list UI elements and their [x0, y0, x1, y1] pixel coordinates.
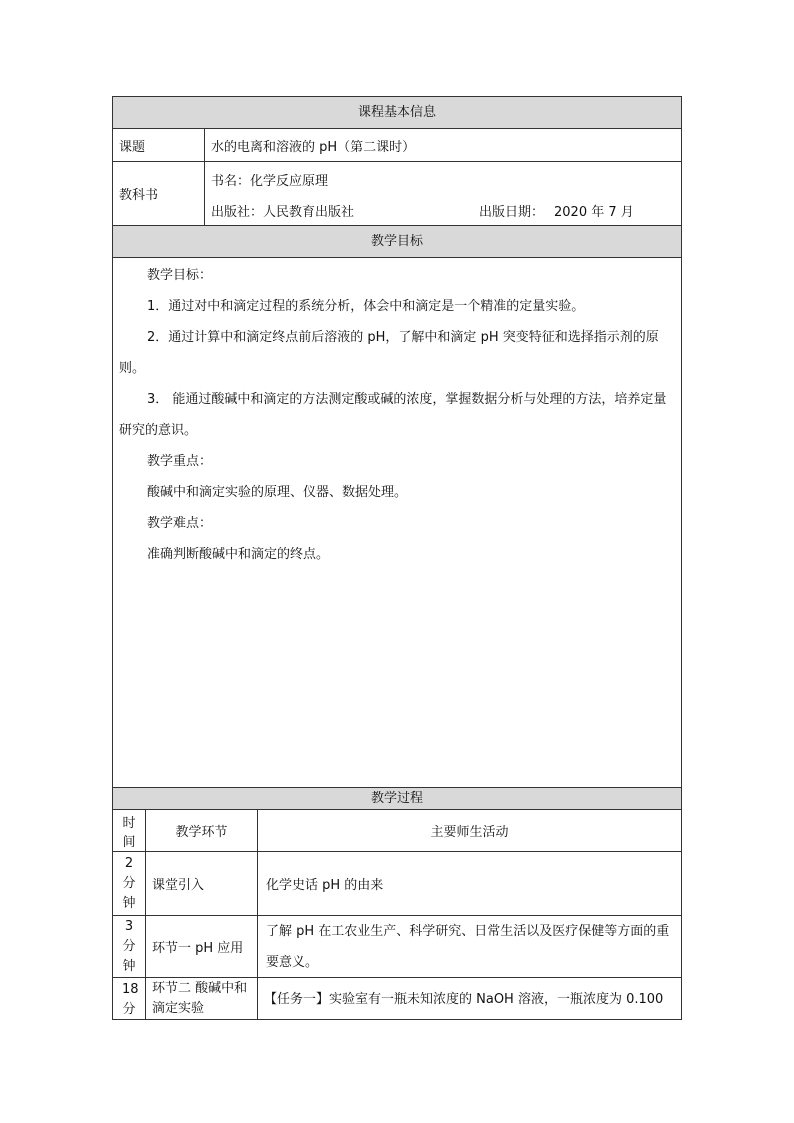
topic-label: 课题: [119, 139, 146, 155]
process-column-headers: [113, 810, 681, 852]
activity-value: 了解 pH 在工农业生产、科学研究、日常生活以及医疗保健等方面的重要意义。: [266, 923, 670, 970]
section-header-goals: [113, 226, 681, 258]
publish-date-value: 2020 年 7 月: [554, 205, 634, 220]
process-row: [113, 852, 681, 916]
goals-line: 准确判断酸碱中和滴定的终点。: [147, 547, 330, 562]
stage-cell: [146, 978, 258, 1019]
goals-line: 教学目标：: [147, 268, 213, 283]
time-column-header: [113, 810, 146, 851]
lesson-plan-table: [112, 96, 682, 1020]
time-value: 18分: [122, 982, 139, 1017]
time-cell: [113, 978, 146, 1019]
activity-header: 主要师生活动: [430, 825, 509, 840]
section-header-process: [113, 788, 681, 810]
goals-text: [119, 260, 673, 570]
goals-line: 酸碱中和滴定实验的原理、仪器、数据处理。: [147, 485, 408, 500]
goals-line: 2．通过计算中和滴定终点前后溶液的 pH，了解中和滴定 pH 突变特征和选择指示剂的原则。: [119, 330, 659, 376]
stage-cell: [146, 852, 258, 915]
topic-row: [113, 129, 681, 162]
stage-header: 教学环节: [175, 825, 228, 840]
stage-value: 环节一 pH 应用: [152, 941, 244, 956]
publish-date-label: 出版日期：: [479, 205, 545, 220]
publisher: 出版社：人民教育出版社: [211, 205, 355, 220]
goals-line: 教学重点：: [147, 454, 213, 469]
stage-column-header: [146, 810, 258, 851]
stage-cell: [146, 916, 258, 977]
activity-value: 化学史话 pH 的由来: [266, 878, 384, 893]
stage-value: 环节二 酸碱中和滴定实验: [152, 981, 248, 1016]
process-row: [113, 978, 681, 1019]
time-value: 3分钟: [122, 918, 136, 974]
stage-value: 课堂引入: [152, 878, 205, 893]
topic-label-cell: [113, 129, 205, 161]
basic-info-heading: 课程基本信息: [357, 105, 436, 120]
goals-line: 1．通过对中和滴定过程的系统分析，体会中和滴定是一个精准的定量实验。: [147, 299, 585, 314]
textbook-row: [113, 162, 681, 226]
process-row: [113, 916, 681, 978]
activity-cell: [258, 978, 681, 1019]
goals-heading: 教学目标: [370, 234, 423, 249]
topic-value: 水的电离和溶液的 pH（第二课时）: [211, 139, 416, 155]
time-value: 2分钟: [122, 855, 136, 911]
goals-line: 教学难点：: [147, 516, 213, 531]
activity-cell: [258, 852, 681, 915]
activity-value: 【任务一】实验室有一瓶未知浓度的 NaOH 溶液，一瓶浓度为 0.100: [264, 992, 664, 1007]
section-header-basic-info: [113, 97, 681, 129]
time-cell: [113, 852, 146, 915]
book-name: 书名：化学反应原理: [211, 174, 329, 189]
textbook-label-cell: [113, 162, 205, 225]
activity-column-header: [258, 810, 681, 851]
process-heading: 教学过程: [370, 791, 423, 806]
activity-cell: [258, 916, 681, 977]
textbook-label: 教科书: [119, 188, 159, 203]
time-cell: [113, 916, 146, 977]
goals-line: 3． 能通过酸碱中和滴定的方法测定酸或碱的浓度，掌握数据分析与处理的方法，培养定量研究的意识。: [119, 392, 667, 438]
textbook-value-cell: [205, 162, 681, 225]
topic-value-cell: [205, 129, 681, 161]
time-header: 时间: [122, 815, 136, 850]
goals-body: [113, 258, 681, 788]
